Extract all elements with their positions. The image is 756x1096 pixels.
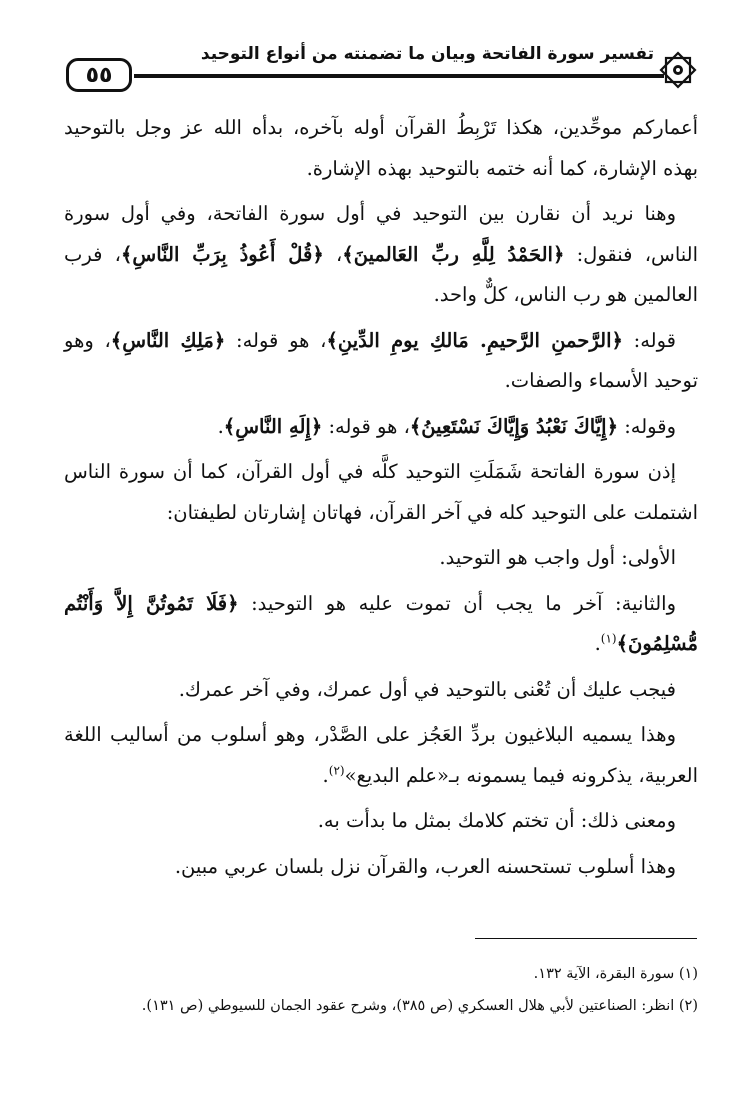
quran-verse: ﴿الحَمْدُ لِلَّهِ ربِّ العَالمينَ﴾ xyxy=(342,242,565,266)
paragraph xyxy=(64,715,698,796)
text-run: ، هو قوله: xyxy=(225,328,327,352)
header-rule xyxy=(134,74,664,78)
paragraph xyxy=(64,584,698,665)
text-run: وقوله: xyxy=(618,414,676,438)
text-run: قوله: xyxy=(622,328,677,352)
paragraph xyxy=(64,538,698,579)
footnote-reference: (٢) xyxy=(328,763,345,777)
text-run: ومعنى ذلك: أن تختم كلامك بمثل ما بدأت به. xyxy=(317,809,676,832)
text-run: ، xyxy=(323,242,343,266)
text-run: إذن سورة الفاتحة شَمَلَتِ التوحيد كلَّه في أول القرآن، كما أن سورة الناس اشتملت على التوحيد كله في آخر القرآن، فهاتان إشارتان لطيفتان: xyxy=(64,460,698,524)
paragraph xyxy=(64,847,698,888)
text-run: ، فرب العالمين هو رب الناس، كلٌّ واحد. xyxy=(64,242,698,306)
paragraph xyxy=(64,108,698,189)
paragraph xyxy=(64,194,698,316)
footnote-2: (٢) انظر: الصناعتين لأبي هلال العسكري (ص ٣٨٥)، وشرح عقود الجمان للسيوطي (ص ١٣١). xyxy=(141,998,698,1014)
paragraph xyxy=(64,801,698,842)
text-run: ، هو قوله: xyxy=(322,414,410,438)
page-header xyxy=(58,38,698,98)
text-run: فيجب عليك أن تُعْنى بالتوحيد في أول عمرك، وفي آخر عمرك. xyxy=(178,677,676,701)
main-text xyxy=(64,108,698,892)
quran-verse: ﴿فَلَا تَمُوتُنَّ إِلاَّ وَأَنْتُم مُّسْلِمُونَ﴾ xyxy=(64,591,698,655)
footnote-reference: (١) xyxy=(600,631,617,646)
running-title: تفسير سورة الفاتحة وبيان ما تضمنته من أنواع التوحيد xyxy=(200,44,654,64)
footnotes xyxy=(64,958,698,1022)
text-run: والثانية: آخر ما يجب أن تموت عليه هو التوحيد: xyxy=(238,591,676,615)
text-run: الأولى: أول واجب هو التوحيد. xyxy=(439,546,676,569)
paragraph xyxy=(64,670,698,711)
text-run: أعماركم موحِّدين، هكذا تَرْبِطُ القرآن أوله بآخره، بدأه الله عز وجل بالتوحيد بهذه الإشارة، كما أنه ختمه بالتوحيد بهذه الإشارة. xyxy=(64,116,698,180)
text-run: وهنا نريد أن نقارن بين التوحيد في أول سورة الفاتحة، وفي أول سورة الناس، فنقول: xyxy=(64,202,699,266)
text-run: . xyxy=(322,763,329,787)
quran-verse: ﴿مَلِكِ النَّاسِ﴾ xyxy=(110,328,226,352)
page-number: ٥٥ xyxy=(66,58,132,92)
text-run: . xyxy=(217,414,224,438)
paragraph xyxy=(64,452,698,533)
text-run: ، وهو توحيد الأسماء والصفات. xyxy=(64,328,698,392)
text-run: وهذا يسميه البلاغيون بردِّ العَجُز على الصَّدْر، وهو أسلوب من أساليب اللغة العربية، يذكرونه فيما يسمونه بـ«علم البديع» xyxy=(64,723,698,787)
text-run: وهذا أسلوب تستحسنه العرب، والقرآن نزل بلسان عربي مبين. xyxy=(174,854,676,878)
paragraph xyxy=(64,321,698,402)
star-ornament-icon xyxy=(658,50,698,90)
footnote-separator xyxy=(475,938,697,939)
paragraph xyxy=(64,407,698,448)
footnote-1: (١) سورة البقرة، الآية ١٣٢. xyxy=(533,966,698,982)
text-run: . xyxy=(594,632,601,655)
quran-verse: ﴿إِيَّاكَ نَعْبُدُ وَإِيَّاكَ نَسْتَعِينُ﴾ xyxy=(409,414,619,438)
quran-verse: ﴿الرَّحمنِ الرَّحيمِ. مَالكِ يومِ الدِّينِ﴾ xyxy=(326,328,623,352)
quran-verse: ﴿قُلْ أَعُوذُ بِرَبِّ النَّاسِ﴾ xyxy=(120,242,324,266)
quran-verse: ﴿إِلَهِ النَّاسِ﴾ xyxy=(223,414,323,438)
